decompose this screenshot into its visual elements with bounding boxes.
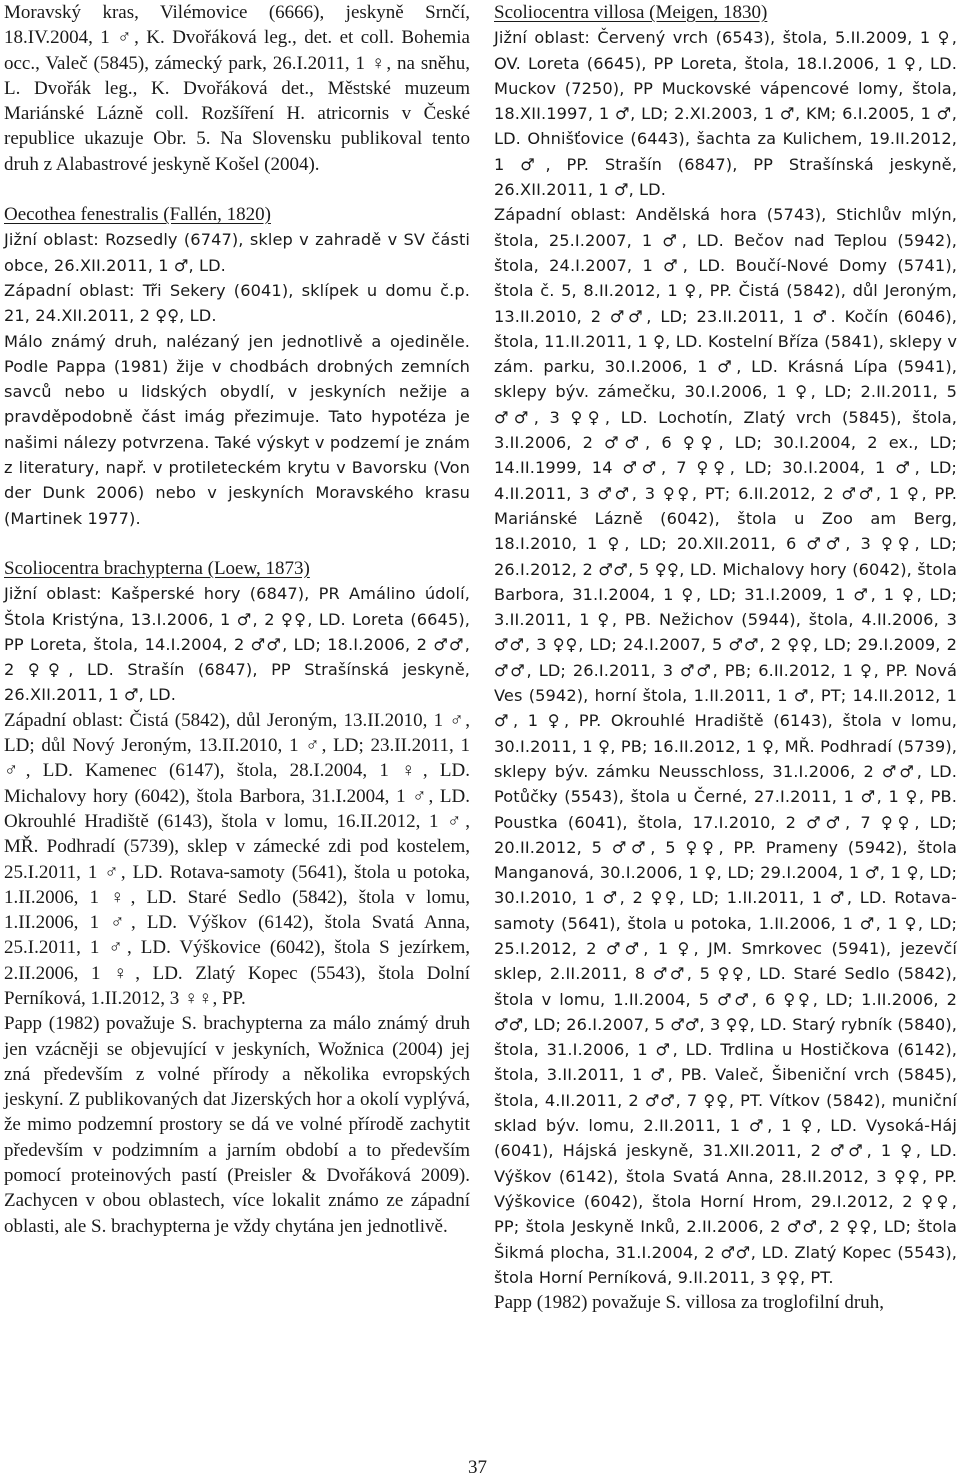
- right-column: [494, 0, 957, 1315]
- species-heading-oecothea-fenestralis: Oecothea fenestralis (Fallén, 1820): [4, 204, 271, 226]
- oecothea-western-region-records: Západní oblast: Tři Sekery (6041), sklípek u domu č.p. 21, 24.XII.2011, 2 ♀♀, LD.: [4, 280, 470, 326]
- page-number: 37: [468, 1457, 487, 1478]
- species-heading-scoliocentra-villosa: Scoliocentra villosa (Meigen, 1830): [494, 2, 768, 23]
- villosa-western-region-records: Západní oblast: Andělská hora (5743), Stichlův mlýn, štola, 25.I.2007, 1 ♂, LD. Bečov nad Teplou (5942), štola, 24.I.2007, 1 ♂, LD. Boučí-Nové Domy (5741), štola č. 5, 8.II.2012, 1 ♀, PP. Čistá (5842), důl Jeroným, 13.II.2010, 2 ♂♂, LD; 23.II.2011, 1 ♂. Kočín (6046), štola, 11.II.2011, 1 ♀, LD. Kostelní Bříza (5841), sklepy v zám. parku, 30.I.2006, 1 ♂, LD. Krásná Lípa (5941), sklepy býv. zámečku, 30.I.2006, 1 ♀, LD; 2.II.2011, 5 ♂♂, 3 ♀♀, LD. Lochotín, Zlatý vrch (5845), štola, 3.II.2006, 2 ♂♂, 6 ♀♀, LD; 30.I.2004, 2 ex., LD; 14.II.1999, 14 ♂♂, 7 ♀♀, LD; 30.I.2004, 1 ♂, LD; 4.II.2011, 3 ♂♂, 3 ♀♀, PT; 6.II.2012, 2 ♂♂, 1 ♀, PP. Mariánské Lázně (6042), štola u Zoo am Berg, 18.I.2010, 1 ♀, LD; 20.XII.2011, 6 ♂♂, 3 ♀♀, LD; 26.I.2012, 2 ♂♂, 5 ♀♀, LD. Michalovy hory (6042), štola Barbora, 31.I.2004, 1 ♀, LD; 31.I.2009, 1 ♂, 1 ♀, LD; 3.II.2011, 1 ♀, PB. Nežichov (5944), štola, 4.II.2006, 3 ♂♂, 3 ♀♀, LD; 24.I.2007, 5 ♂♂, 2 ♀♀, LD; 29.I.2009, 2 ♂♂, LD; 26.I.2011, 3 ♂♂, PB; 6.II.2012, 1 ♀, PP. Nová Ves (5942), horní štola, 1.II.2011, 1 ♂, PT; 14.II.2012, 1 ♂, 1 ♀, PP. Okrouhlé Hradiště (6143), štola v lomu, 30.I.2011, 1 ♀, PB; 16.II.2012, 1 ♀, MŘ. Podhradí (5739), sklepy býv. zámku Neusschloss, 31.I.2006, 2 ♂♂, LD. Potůčky (5543), štola u Černé, 27.I.2011, 1 ♂, 1 ♀, PB. Poustka (6041), štola, 17.I.2010, 2 ♂♂, 7 ♀♀, LD; 20.II.2012, 5 ♂♂, 5 ♀♀, PP. Prameny (5942), štola Manganová, 30.I.2006, 1 ♀, LD; 29.I.2004, 1 ♂, 1 ♀, LD; 30.I.2010, 1 ♂, 2 ♀♀, LD; 1.II.2011, 1 ♂, LD. Rotava-samoty (5641), štola u potoka, 1.II.2006, 1 ♂, 1 ♀, LD; 25.I.2012, 2 ♂♂, 1 ♀, JM. Smrkovec (5941), jezevčí sklep, 2.II.2011, 8 ♂♂, 5 ♀♀, LD. Staré Sedlo (5842), štola v lomu, 1.II.2004, 5 ♂♂, 6 ♀♀, LD; 1.II.2006, 2 ♂♂, LD; 26.I.2007, 5 ♂♂, 3 ♀♀, LD. Starý rybník (5840), štola, 31.I.2006, 1 ♂, LD. Trdlina u Hostičkova (6142), štola, 3.II.2011, 1 ♂, PB. Valeč, Šibeniční vrch (5845), štola, 4.II.2011, 2 ♂♂, 7 ♀♀, PT. Vítkov (5842), muniční sklad býv. lomu, 2.II.2011, 1 ♂, 1 ♀, LD. Vysoká-Háj (6041), Hájská jeskyně, 31.XII.2011, 2 ♂♂, 1 ♀, LD. Výškov (6142), štola Svatá Anna, 28.II.2012, 3 ♀♀, PP. Výškovice (6042), štola Horní Hrom, 29.I.2012, 2 ♀♀, PP; štola Jeskyně Inků, 2.II.2006, 2 ♂♂, 2 ♀♀, LD; štola Šikmá plocha, 31.I.2004, 2 ♂♂, LD. Zlatý Kopec (5543), štola Horní Perníková, 9.II.2011, 3 ♀♀, PT.: [494, 205, 957, 1287]
- brachypterna-southern-region-records: Jižní oblast: Kašperské hory (6847), PR Amálino údolí, Štola Kristýna, 13.I.2006, 1 ♂, 2 ♀♀, LD. Loreta (6645), PP Loreta, štola, 14.I.2004, 2 ♂♂, LD; 18.I.2006, 2 ♂♂, 2 ♀♀, LD. Strašín (6847), PP Strašínská jeskyně, 26.XII.2011, 1 ♂, LD.: [4, 584, 470, 705]
- left-column: [4, 0, 470, 1239]
- brachypterna-western-region-records: Západní oblast: Čistá (5842), důl Jeroným, 13.II.2010, 1 ♂, LD; důl Nový Jeroným, 13.II.2010, 1 ♂, LD; 23.II.2011, 1 ♂, LD. Kamenec (6147), štola, 28.I.2004, 1 ♀, LD. Michalovy hory (6042), štola Barbora, 31.I.2004, 1 ♂, LD. Okrouhlé Hradiště (6143), štola v lomu, 16.II.2012, 1 ♂, MŘ. Podhradí (5739), sklep v zámecké zdi pod kostelem, 25.I.2011, 1 ♂, LD. Rotava-samoty (5641), štola u potoka, 1.II.2006, 1 ♀, LD. Staré Sedlo (5842), štola v lomu, 1.II.2006, 1 ♂, LD. Výškov (6142), štola Svatá Anna, 25.I.2011, 1 ♂, LD. Výškovice (6042), štola S jezírkem, 2.II.2006, 1 ♀, LD. Zlatý Kopec (5543), štola Dolní Perníková, 1.II.2012, 3 ♀♀, PP.: [4, 709, 470, 1009]
- villosa-southern-region-records: Jižní oblast: Červený vrch (6543), štola, 5.II.2009, 1 ♀, OV. Loreta (6645), PP Loreta, štola, 18.I.2006, 1 ♀, LD. Muckov (7250), PP Muckovské vápencové lomy, štola, 18.XII.1997, 1 ♂, LD; 2.XI.2003, 1 ♂, KM; 6.I.2005, 1 ♂, LD. Ohnišťovice (6443), šachta za Kulichem, 19.II.2012, 1 ♂, PP. Strašín (6847), PP Strašínská jeskyně, 26.XII.2011, 1 ♂, LD.: [494, 28, 957, 200]
- brachypterna-discussion: Papp (1982) považuje S. brachypterna za málo známý druh jen vzácněji se objevující v jeskyních, Wožnica (2004) jej zná především z volné přírody a několika evropských jeskyní. Z publikovaných dat Jizerských hor a okolí vyplývá, že mimo podzemní prostory se dá ve volné přírodě zachytit především v podzimním a jarním období a to především pomocí proteinových pastí (Preisler & Dvořáková 2009). Zachycen v obou oblastech, více lokalit známo ze západní oblasti, ale S. brachypterna je vždy chytána jen jednotlivě.: [4, 1013, 470, 1237]
- oecothea-southern-region-records: Jižní oblast: Rozsedly (6747), sklep v zahradě v SV části obce, 26.XII.2011, 1 ♂, LD.: [4, 230, 470, 275]
- paragraph-atricornis-records: Moravský kras, Vilémovice (6666), jeskyně Srnčí, 18.IV.2004, 1 ♂, K. Dvořáková leg., det. et coll. Bohemia occ., Valeč (5845), zámecký park, 26.I.2011, 1 ♀, na sněhu, L. Dvořák leg., K. Dvořáková det., Městské muzeum Mariánské Lázně coll. Rozšíření H. atricornis v České republice ukazuje Obr. 5. Na Slovensku publikoval tento druh z Alabastrové jeskyně Košel (2004).: [4, 2, 470, 175]
- species-heading-scoliocentra-brachypterna: Scoliocentra brachypterna (Loew, 1873): [4, 557, 310, 579]
- villosa-discussion: Papp (1982) považuje S. villosa za troglofilní druh,: [494, 1292, 884, 1314]
- oecothea-discussion: Málo známý druh, nalézaný jen jednotlivě a ojediněle. Podle Pappa (1981) žije v chodbách drobných zemních savců nebo u lidských obydlí, v jeskyních nežije a pravděpodobně část imág přezimuje. Tato hypotéza je našimi nálezy potvrzena. Také výskyt v podzemí je znám z literatury, např. v protileteckém krytu v Bavorsku (Von der Dunk 2006) nebo v jeskyních Moravského krasu (Martinek 1977).: [4, 331, 470, 528]
